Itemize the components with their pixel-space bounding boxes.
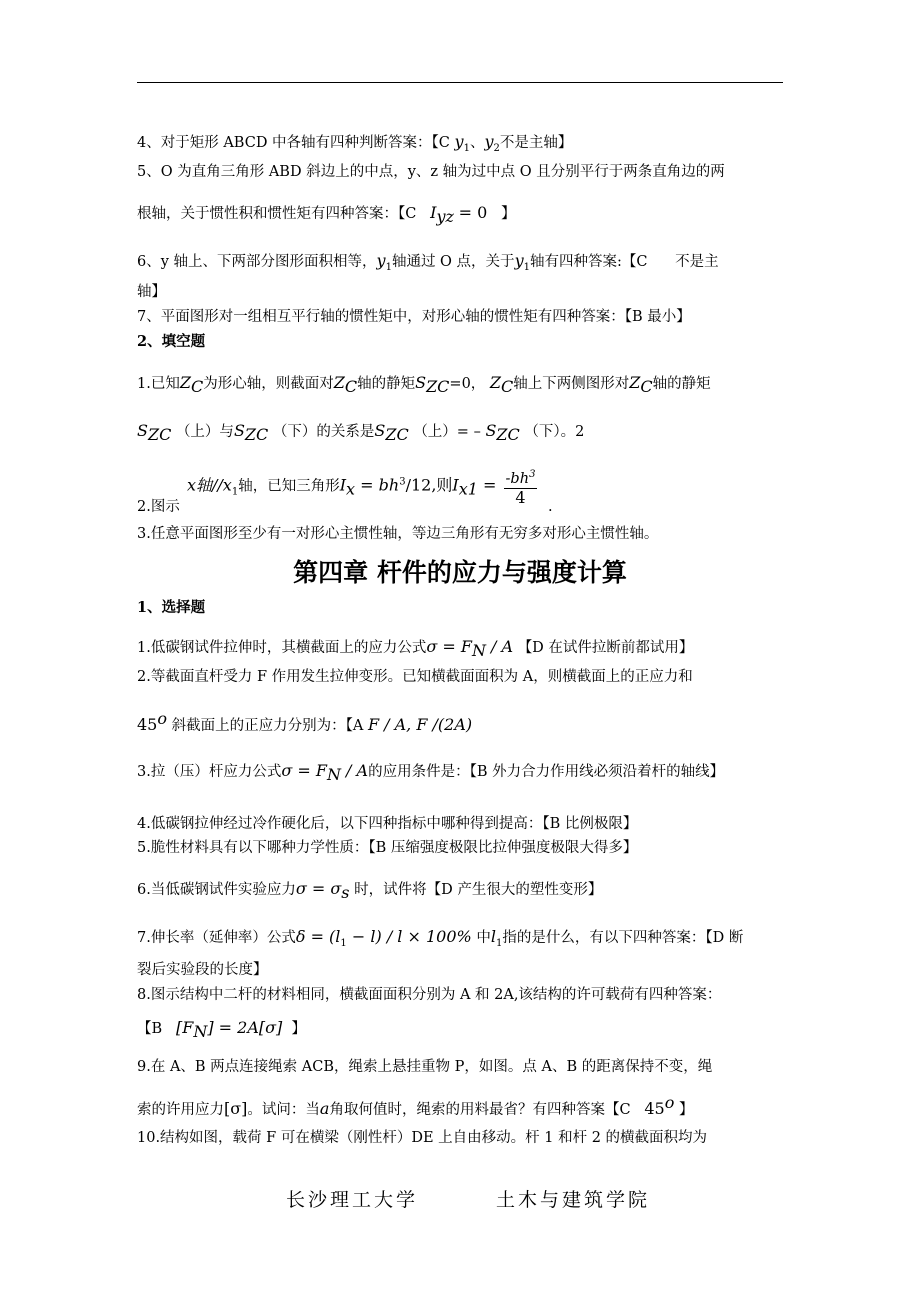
choice-8-line-1: 8.图示结构中二杆的材料相同，横截面面积分别为 A 和 2A,该结构的许可载荷有四种答案：: [137, 987, 722, 1003]
choice-9-line-1: 9.在 A、B 两点连接绳索 ACB，绳索上悬挂重物 P，如图。点 A、B 的距离保持不变，绳: [137, 1059, 713, 1075]
choice-1: 1.低碳钢试件拉伸时，其横截面上的应力公式$\sigma = F_N / A$ 【D 在试件拉断前都试用】: [137, 637, 694, 660]
choice-2-line-1: 2.等截面直杆受力 F 作用发生拉伸变形。已知横截面面积为 A，则横截面上的正应力和: [137, 669, 693, 685]
question-7: 7、平面图形对一组相互平行轴的惯性矩中，对形心轴的惯性矩有四种答案：【B 最小】: [137, 309, 691, 325]
footer-university: 长沙理工大学: [286, 1189, 419, 1211]
fill-1-line-1: 1.已知$Z_C$为形心轴，则截面对$Z_C$轴的静矩$S_{ZC}=0$， $Z_C$轴上下两侧图形对$Z_C$轴的静矩: [137, 373, 711, 396]
fill-2-label: 2.图示: [137, 499, 180, 515]
choice-7-line-2: 裂后实验段的长度】: [137, 962, 268, 978]
choice-10: 10.结构如图，载荷 F 可在横梁（刚性杆）DE 上自由移动。杆 1 和杆 2 的横截面积均为: [137, 1130, 708, 1146]
question-6-line-1: 6、y 轴上、下两部分图形面积相等，$y_1$轴通过 O 点，关于$y_1$轴有四种答案:【C 不是主: [137, 251, 719, 273]
choice-3: 3.拉（压）杆应力公式$\sigma = F_N / A$的应用条件是：【B 外力合力作用线必须沿着杆的轴线】: [137, 761, 725, 784]
section-choice-title: 1、选择题: [137, 599, 206, 616]
section-fill-in-title: 2、填空题: [137, 333, 206, 350]
fraction: $\frac{-bh^3}{4}$: [504, 466, 538, 507]
question-5-line-2: 根轴，关于惯性积和惯性矩有四种答案：【C $I_{yz} = 0$ 】: [137, 203, 516, 226]
header-rule: [137, 82, 783, 83]
question-5-line-1: 5、O 为直角三角形 ABD 斜边上的中点，y、z 轴为过中点 O 且分别平行于两条直角边的两: [137, 164, 725, 180]
chapter-title: 第四章 杆件的应力与强度计算: [293, 558, 627, 587]
choice-2-line-2: 45$^o$ 斜截面上的正应力分别为：【A F / A, F /(2A): [137, 709, 473, 734]
choice-8-line-2: 【B $[F_N] = 2A[\sigma]$ 】: [137, 1018, 307, 1041]
choice-7-line-1: 7.伸长率（延伸率）公式$\delta = (l_1 - l) / l \times 100\%$ 中$l_1$指的是什么，有以下四种答案：【D 断: [137, 927, 744, 949]
fill-1-line-2: $S_{ZC}$ （上）与$S_{ZC}$ （下）的关系是$S_{ZC}$ （上）= – $S_{ZC}$ （下）。2: [137, 421, 585, 444]
choice-5: 5.脆性材料具有以下哪种力学性质：【B 压缩强度极限比拉伸强度极限大得多】: [137, 840, 638, 856]
fill-2-dot: .: [548, 499, 553, 515]
fill-3: 3.任意平面图形至少有一对形心主惯性轴，等边三角形有无穷多对形心主惯性轴。: [137, 526, 659, 542]
choice-9-line-2: 索的许用应力[σ]。试问：当a角取何值时，绳索的用料最省？有四种答案【C 45$^o$ 】: [137, 1093, 694, 1118]
question-6-line-2: 轴】: [137, 284, 166, 300]
choice-6: 6.当低碳钢试件实验应力$\sigma = \sigma_s$ 时，试件将【D 产生很大的塑性变形】: [137, 879, 603, 902]
choice-4: 4.低碳钢拉伸经过冷作硬化后，以下四种指标中哪种得到提高：【B 比例极限】: [137, 816, 638, 832]
footer-college: 土木与建筑学院: [496, 1189, 651, 1211]
question-4: 4、对于矩形 ABCD 中各轴有四种判断答案：【C $y_1$、$y_2$不是主轴】: [137, 132, 573, 154]
fill-2-formula: x轴$//x_1$轴，已知三角形$I_x = bh^3/12$,则$I_{x1}$ = $\frac{-bh^3}{4}$: [187, 466, 539, 507]
